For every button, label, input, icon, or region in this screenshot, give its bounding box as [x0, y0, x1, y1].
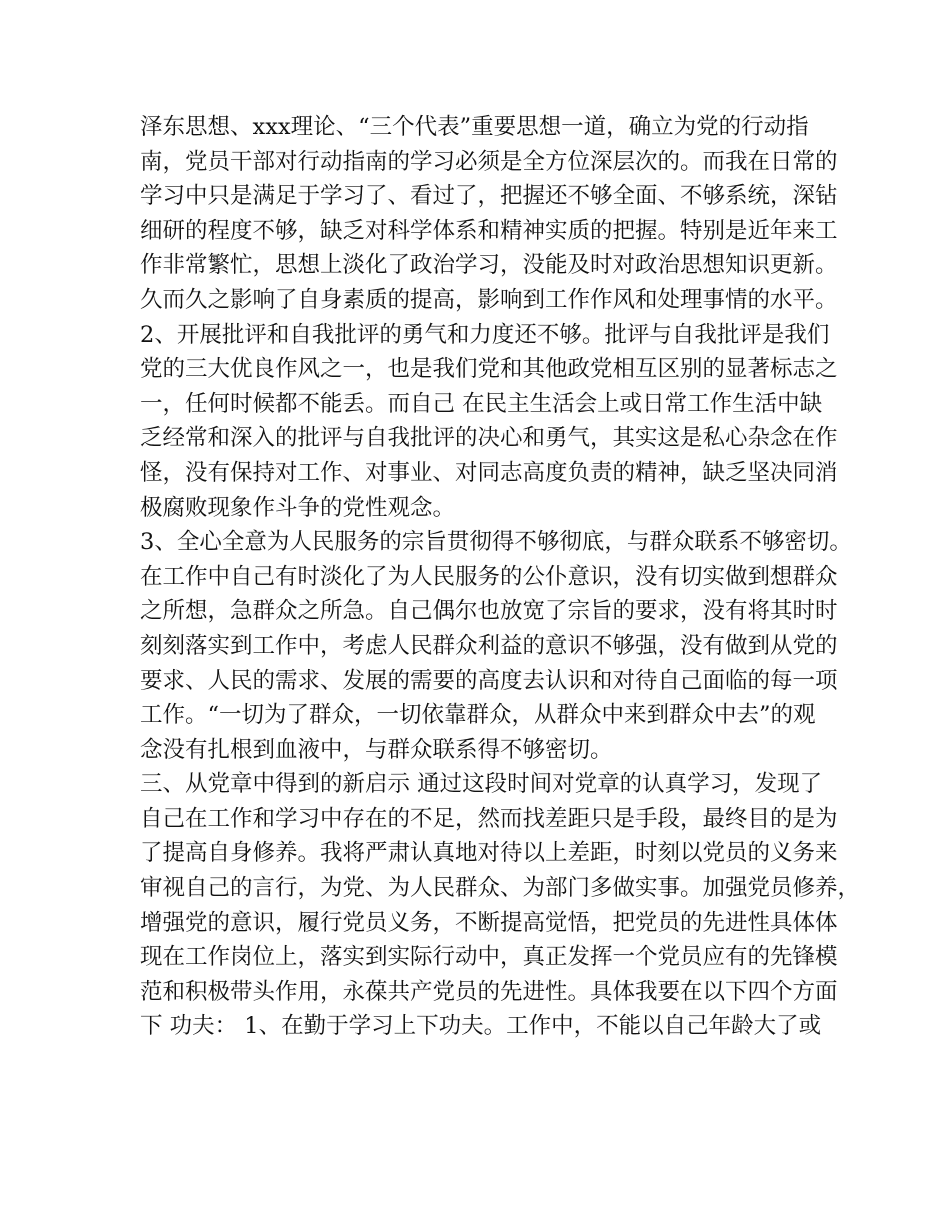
text-line: 之所想，急群众之所急。自己偶尔也放宽了宗旨的要求，没有将其时时 [140, 598, 838, 625]
text-line: 怪，没有保持对工作、对事业、对同志高度负责的精神，缺乏坚决同消 [140, 459, 838, 486]
text-line: 工作。“一切为了群众，一切依靠群众，从群众中来到群众中去”的观 [140, 702, 816, 729]
text-line: 自己在工作和学习中存在的不足，然而找差距只是手段，最终目的是为 [140, 805, 838, 832]
text-line: 了提高自身修养。我将严肃认真地对待以上差距，时刻以党员的义务来 [140, 840, 838, 867]
text-line: 党的三大优良作风之一，也是我们党和其他政党相互区别的显著标志之 [140, 356, 838, 383]
text-line: 下 功夫： 1、在勤于学习上下功夫。工作中，不能以自己年龄大了或 [140, 1013, 822, 1040]
text-line: 审视自己的言行，为党、为人民群众、为部门多做实事。加强党员修养， [140, 875, 861, 902]
text-line: 增强党的意识，履行党员义务，不断提高觉悟，把党员的先进性具体体 [140, 909, 838, 936]
text-line: 2、开展批评和自我批评的勇气和力度还不够。批评与自我批评是我们 [140, 321, 830, 348]
text-line: 三、从党章中得到的新启示 通过这段时间对党章的认真学习，发现了 [140, 771, 823, 798]
text-line: 泽东思想、xxx理论、“三个代表”重要思想一道，确立为党的行动指 [140, 114, 809, 140]
text-line: 在工作中自己有时淡化了为人民服务的公仆意识，没有切实做到想群众 [140, 563, 838, 590]
text-line: 刻刻落实到工作中，考虑人民群众利益的意识不够强，没有做到从党的 [140, 632, 838, 659]
text-line: 3、全心全意为人民服务的宗旨贯彻得不够彻底，与群众联系不够密切。 [140, 529, 852, 556]
text-line: 范和积极带头作用，永葆共产党员的先进性。具体我要在以下四个方面 [140, 978, 838, 1005]
text-line: 南，党员干部对行动指南的学习必须是全方位深层次的。而我在日常的 [140, 148, 838, 175]
text-line: 要求、人民的需求、发展的需要的高度去认识和对待自己面临的每一项 [140, 667, 838, 694]
text-line: 学习中只是满足于学习了、看过了，把握还不够全面、不够系统，深钻 [140, 183, 838, 210]
text-line: 乏经常和深入的批评与自我批评的决心和勇气，其实这是私心杂念在作 [140, 425, 838, 452]
text-line: 一，任何时候都不能丢。而自己 在民主生活会上或日常工作生活中缺 [140, 390, 823, 417]
text-line: 极腐败现象作斗争的党性观念。 [140, 494, 456, 521]
text-line: 细研的程度不够，缺乏对科学体系和精神实质的把握。特别是近年来工 [140, 217, 838, 244]
text-line: 久而久之影响了自身素质的提高，影响到工作作风和处理事情的水平。 [140, 286, 838, 313]
text-line: 念没有扎根到血液中，与群众联系得不够密切。 [140, 736, 613, 763]
body-text [140, 110, 861, 1044]
text-line: 现在工作岗位上，落实到实际行动中，真正发挥一个党员应有的先锋模 [140, 944, 838, 971]
text-line: 作非常繁忙，思想上淡化了政治学习，没能及时对政治思想知识更新。 [140, 252, 838, 279]
